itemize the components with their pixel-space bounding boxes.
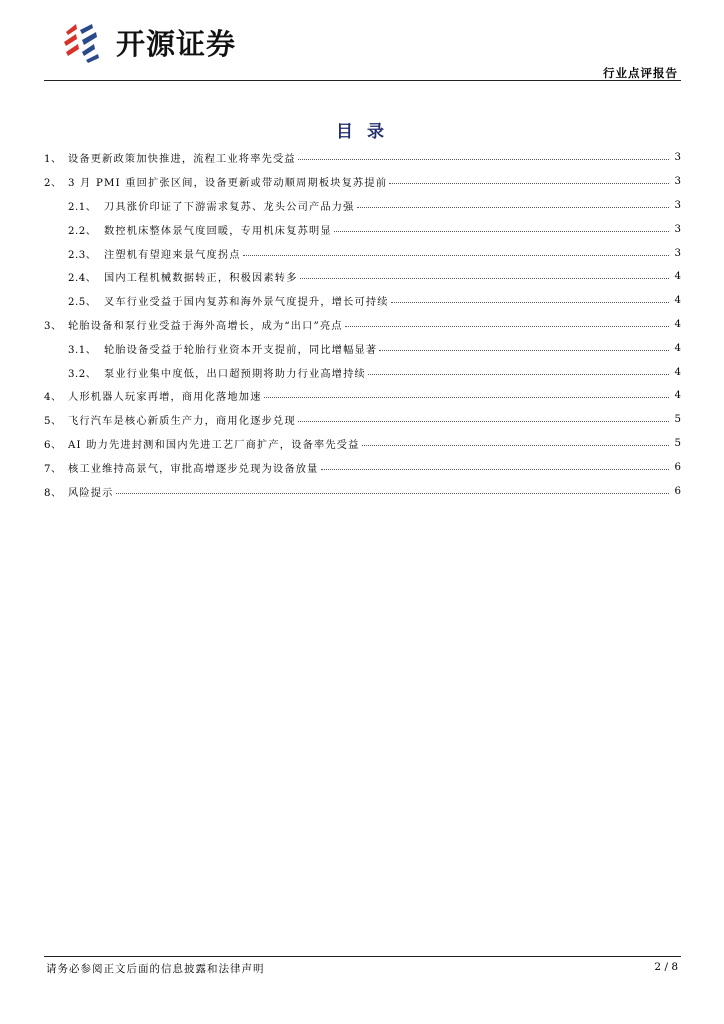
toc-entry-text: 核工业维持高景气，审批高增逐步兑现为设备放量 bbox=[68, 463, 319, 475]
toc-leader-dots bbox=[264, 387, 669, 398]
toc-entry-page: 4 bbox=[674, 295, 681, 307]
toc-entry[interactable] bbox=[44, 455, 681, 479]
toc-entry[interactable] bbox=[44, 217, 681, 241]
toc-entry-page: 3 bbox=[674, 223, 681, 235]
toc-entry-text: 叉车行业受益于国内复苏和海外景气度提升，增长可持续 bbox=[104, 297, 389, 309]
toc-entry[interactable] bbox=[44, 360, 681, 384]
toc-entry-text: 风险提示 bbox=[68, 487, 114, 499]
table-of-contents bbox=[44, 146, 681, 503]
toc-entry[interactable] bbox=[44, 384, 681, 408]
toc-entry-page: 4 bbox=[674, 390, 681, 402]
toc-leader-dots bbox=[379, 340, 669, 351]
toc-entry-text: 人形机器人玩家再增，商用化落地加速 bbox=[68, 392, 262, 404]
toc-entry-number: 3.2、 bbox=[68, 368, 97, 380]
toc-entry-page: 6 bbox=[674, 461, 681, 473]
toc-entry-page: 3 bbox=[674, 152, 681, 164]
toc-leader-dots bbox=[345, 316, 669, 327]
toc-entry[interactable] bbox=[44, 408, 681, 432]
toc-entry-number: 5、 bbox=[44, 416, 62, 428]
report-type-label: 行业点评报告 bbox=[603, 66, 678, 80]
toc-entry-page: 4 bbox=[674, 366, 681, 378]
footer-disclaimer: 请务必参阅正文后面的信息披露和法律声明 bbox=[46, 963, 265, 975]
toc-entry-page: 3 bbox=[674, 176, 681, 188]
toc-entry-number: 2.4、 bbox=[68, 273, 97, 285]
toc-leader-dots bbox=[321, 459, 669, 470]
toc-entry-page: 4 bbox=[674, 271, 681, 283]
toc-entry-number: 8、 bbox=[44, 487, 62, 499]
toc-entry-page: 3 bbox=[674, 199, 681, 211]
toc-leader-dots bbox=[300, 268, 669, 279]
toc-entry[interactable] bbox=[44, 432, 681, 456]
toc-leader-dots bbox=[334, 221, 669, 232]
toc-leader-dots bbox=[243, 245, 669, 256]
brand-name: 开源证券 bbox=[116, 26, 237, 61]
toc-leader-dots bbox=[357, 197, 669, 208]
toc-leader-dots bbox=[368, 364, 669, 375]
toc-entry-text: 国内工程机械数据转正，积极因素转多 bbox=[104, 273, 298, 285]
toc-entry-text: 泵业行业集中度低，出口超预期将助力行业高增持续 bbox=[104, 368, 366, 380]
toc-entry-number: 3.1、 bbox=[68, 344, 97, 356]
toc-entry-number: 4、 bbox=[44, 392, 62, 404]
toc-entry-text: 注塑机有望迎来景气度拐点 bbox=[104, 249, 241, 261]
toc-entry-page: 6 bbox=[674, 485, 681, 497]
header-divider bbox=[44, 80, 681, 81]
toc-entry-text: 数控机床整体景气度回暖，专用机床复苏明显 bbox=[104, 225, 332, 237]
toc-entry-number: 2.2、 bbox=[68, 225, 97, 237]
toc-entry-number: 2.5、 bbox=[68, 297, 97, 309]
footer-divider bbox=[44, 956, 681, 957]
toc-entry-page: 3 bbox=[674, 247, 681, 259]
toc-entry-text: 3 月 PMI 重回扩张区间，设备更新或带动顺周期板块复苏提前 bbox=[68, 178, 388, 190]
toc-entry[interactable] bbox=[44, 265, 681, 289]
toc-leader-dots bbox=[298, 149, 669, 160]
toc-entry-number: 7、 bbox=[44, 463, 62, 475]
toc-entry[interactable] bbox=[44, 194, 681, 218]
toc-entry-page: 4 bbox=[674, 318, 681, 330]
toc-entry-text: 轮胎设备受益于轮胎行业资本开支提前，同比增幅显著 bbox=[104, 344, 378, 356]
toc-entry-text: AI 助力先进封测和国内先进工艺厂商扩产，设备率先受益 bbox=[68, 439, 360, 451]
toc-leader-dots bbox=[389, 173, 669, 184]
toc-entry[interactable] bbox=[44, 241, 681, 265]
brand-logo bbox=[60, 20, 236, 64]
toc-entry[interactable] bbox=[44, 170, 681, 194]
toc-entry-number: 2.3、 bbox=[68, 249, 97, 261]
toc-entry[interactable] bbox=[44, 313, 681, 337]
toc-leader-dots bbox=[298, 411, 669, 422]
toc-leader-dots bbox=[362, 435, 669, 446]
brand-logo-icon bbox=[60, 20, 108, 64]
toc-entry-page: 5 bbox=[674, 414, 681, 426]
toc-entry[interactable] bbox=[44, 289, 681, 313]
toc-leader-dots bbox=[116, 483, 669, 494]
toc-entry[interactable] bbox=[44, 479, 681, 503]
toc-leader-dots bbox=[391, 292, 669, 303]
toc-entry-page: 5 bbox=[674, 437, 681, 449]
toc-entry-number: 3、 bbox=[44, 320, 62, 332]
toc-entry-text: 刀具涨价印证了下游需求复苏、龙头公司产品力强 bbox=[104, 201, 355, 213]
toc-entry-text: 轮胎设备和泵行业受益于海外高增长，成为“出口”亮点 bbox=[68, 320, 343, 332]
page-number: 2 / 8 bbox=[654, 961, 678, 973]
toc-title: 目 录 bbox=[336, 122, 388, 142]
toc-entry-number: 6、 bbox=[44, 439, 62, 451]
toc-entry[interactable] bbox=[44, 146, 681, 170]
toc-entry-text: 设备更新政策加快推进，流程工业将率先受益 bbox=[68, 154, 296, 166]
toc-entry-number: 2、 bbox=[44, 178, 62, 190]
toc-entry-page: 4 bbox=[674, 342, 681, 354]
toc-entry-text: 飞行汽车是核心新质生产力，商用化逐步兑现 bbox=[68, 416, 296, 428]
toc-entry-number: 2.1、 bbox=[68, 201, 97, 213]
toc-entry-number: 1、 bbox=[44, 154, 62, 166]
toc-entry[interactable] bbox=[44, 336, 681, 360]
